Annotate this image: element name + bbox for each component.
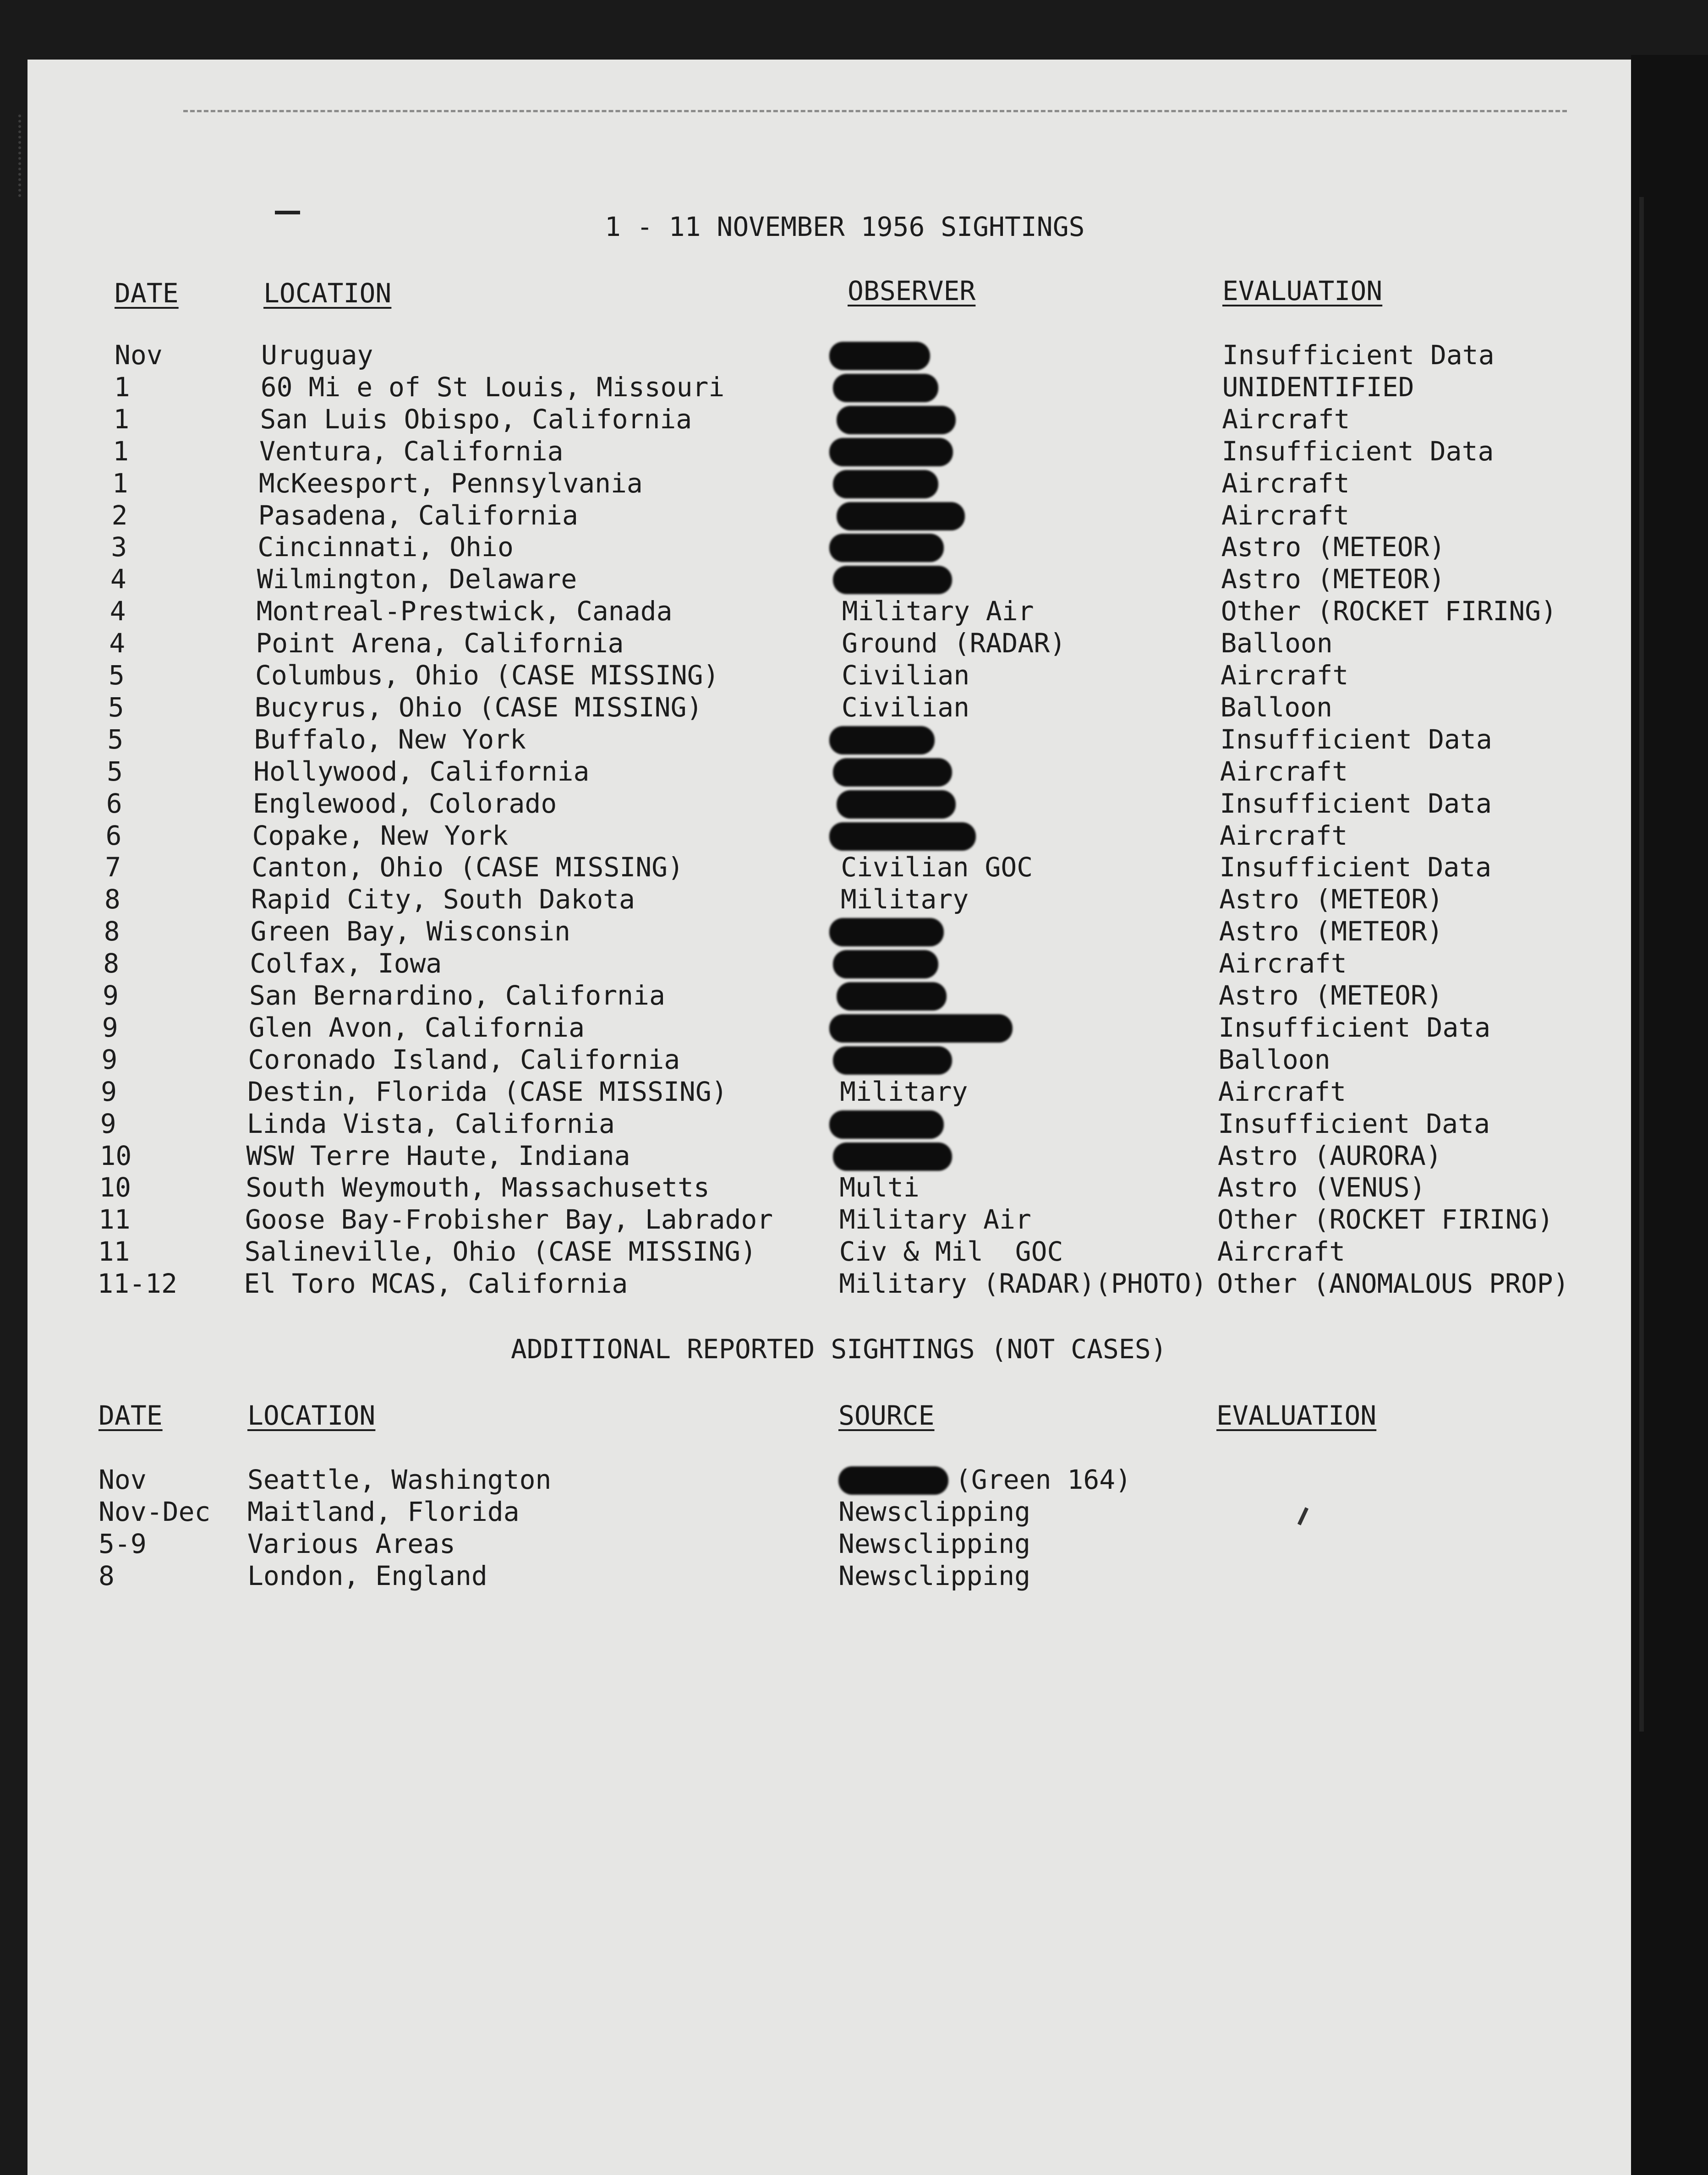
- additional-header-evaluation: EVALUATION: [1216, 1400, 1377, 1431]
- row-date: 1: [113, 435, 129, 467]
- row-location: Uruguay: [261, 339, 373, 371]
- redaction-block: [829, 726, 935, 754]
- row-date: 9: [102, 1011, 118, 1043]
- row-observer: Military Air: [842, 596, 1034, 627]
- row-location: Green Bay, Wisconsin: [250, 916, 570, 947]
- row-date: 3: [111, 531, 127, 563]
- row-location: Colfax, Iowa: [250, 948, 442, 979]
- row-date: 5: [107, 723, 124, 755]
- row-location: Pasadena, California: [258, 499, 578, 531]
- redaction-block: [838, 1466, 948, 1495]
- row-location: Ventura, California: [259, 435, 564, 467]
- row-evaluation: Insufficient Data: [1218, 1011, 1491, 1043]
- row-date: 11: [98, 1236, 130, 1268]
- row-location: South Weymouth, Massachusetts: [246, 1172, 710, 1203]
- redaction-block: [837, 790, 956, 819]
- row-observer: Multi: [839, 1172, 920, 1203]
- additional-row-location: Maitland, Florida: [247, 1496, 520, 1527]
- row-evaluation: Aircraft: [1222, 403, 1350, 435]
- row-date: 1: [114, 371, 130, 403]
- row-date: 1: [113, 403, 130, 435]
- additional-row-source: Newsclipping: [838, 1560, 1031, 1591]
- row-date: 2: [111, 499, 128, 531]
- row-evaluation: Aircraft: [1221, 467, 1350, 499]
- additional-row-source: Newsclipping: [838, 1496, 1031, 1527]
- additional-row-location: Various Areas: [247, 1528, 455, 1559]
- header-location: LOCATION: [263, 278, 392, 309]
- row-date: 8: [103, 948, 120, 979]
- row-date: 5: [107, 755, 123, 787]
- row-location: Destin, Florida (CASE MISSING): [247, 1076, 728, 1107]
- row-date: 6: [105, 820, 122, 851]
- redaction-block: [829, 534, 944, 562]
- row-date: 4: [109, 628, 126, 659]
- row-observer: Civ & Mil GOC: [839, 1236, 1063, 1268]
- row-date: Nov: [115, 339, 163, 371]
- row-location: San Bernardino, California: [249, 980, 665, 1011]
- row-location: San Luis Obispo, California: [260, 403, 692, 435]
- row-evaluation: Aircraft: [1221, 499, 1350, 531]
- row-date: 5: [108, 691, 124, 723]
- row-date: 11-12: [97, 1268, 177, 1300]
- row-evaluation: Insufficient Data: [1222, 339, 1494, 371]
- row-date: 8: [104, 884, 120, 915]
- redaction-block: [833, 374, 938, 402]
- row-evaluation: Balloon: [1220, 691, 1333, 723]
- row-observer: Civilian GOC: [841, 852, 1033, 883]
- redaction-block: [833, 758, 952, 787]
- additional-row-date: 8: [99, 1560, 115, 1591]
- row-date: 9: [103, 980, 119, 1011]
- row-location: Englewood, Colorado: [252, 787, 557, 819]
- row-evaluation: Insufficient Data: [1218, 1108, 1490, 1139]
- additional-header-source: SOURCE: [838, 1400, 935, 1431]
- row-evaluation: Other (ROCKET FIRING): [1217, 1204, 1554, 1235]
- redaction-block: [829, 1110, 944, 1139]
- additional-row-date: Nov-Dec: [99, 1496, 211, 1527]
- additional-row-date: Nov: [99, 1464, 147, 1495]
- row-evaluation: Balloon: [1221, 628, 1333, 659]
- redaction-block: [837, 502, 965, 530]
- redaction-block: [833, 1046, 952, 1075]
- row-observer: Military: [840, 1076, 968, 1107]
- page-edge-line: [1639, 197, 1644, 1732]
- row-evaluation: Astro (METEOR): [1221, 563, 1445, 595]
- row-evaluation: Insufficient Data: [1219, 852, 1492, 883]
- redaction-block: [829, 1014, 1013, 1043]
- redaction-block: [833, 1142, 952, 1171]
- row-date: 8: [104, 916, 120, 947]
- row-evaluation: Balloon: [1218, 1044, 1330, 1075]
- row-location: Columbus, Ohio (CASE MISSING): [255, 660, 719, 691]
- additional-row-location: London, England: [247, 1560, 487, 1591]
- row-date: 4: [109, 596, 126, 627]
- row-evaluation: Insufficient Data: [1221, 435, 1494, 467]
- row-evaluation: UNIDENTIFIED: [1222, 371, 1414, 403]
- additional-row-location: Seattle, Washington: [247, 1464, 552, 1495]
- redaction-block: [833, 566, 952, 594]
- row-evaluation: Astro (METEOR): [1219, 916, 1443, 947]
- row-date: 11: [98, 1204, 131, 1235]
- row-evaluation: Astro (METEOR): [1219, 884, 1444, 915]
- row-evaluation: Astro (METEOR): [1219, 980, 1443, 1011]
- row-evaluation: Aircraft: [1221, 660, 1349, 691]
- header-date: DATE: [115, 278, 179, 309]
- row-location: Cincinnati, Ohio: [257, 531, 514, 563]
- row-location: Coronado Island, California: [248, 1044, 680, 1075]
- row-date: 1: [112, 467, 128, 499]
- row-evaluation: Aircraft: [1218, 1076, 1347, 1107]
- row-observer: Military (RADAR)(PHOTO): [839, 1268, 1207, 1300]
- row-date: 9: [101, 1076, 117, 1107]
- additional-row-source: Newsclipping: [838, 1528, 1031, 1559]
- row-evaluation: Astro (VENUS): [1217, 1172, 1426, 1203]
- row-location: Rapid City, South Dakota: [251, 884, 635, 915]
- additional-title: ADDITIONAL REPORTED SIGHTINGS (NOT CASES): [511, 1333, 1167, 1365]
- row-observer: Civilian: [841, 691, 970, 723]
- row-date: 5: [109, 660, 125, 691]
- row-evaluation: Insufficient Data: [1220, 787, 1492, 819]
- additional-header-date: DATE: [99, 1400, 163, 1431]
- row-date: 4: [110, 563, 126, 595]
- row-date: 6: [106, 787, 122, 819]
- row-location: Hollywood, California: [253, 755, 590, 787]
- row-location: Montreal-Prestwick, Canada: [256, 596, 673, 627]
- row-location: WSW Terre Haute, Indiana: [246, 1140, 630, 1171]
- header-observer: OBSERVER: [848, 275, 976, 306]
- row-evaluation: Astro (METEOR): [1221, 531, 1445, 563]
- scan-artifact: [183, 110, 1567, 119]
- row-location: Bucyrus, Ohio (CASE MISSING): [254, 691, 703, 723]
- page-title: 1 - 11 NOVEMBER 1956 SIGHTINGS: [605, 211, 1085, 242]
- redaction-block: [829, 822, 976, 851]
- row-observer: Ground (RADAR): [842, 628, 1066, 659]
- redaction-block: [829, 342, 930, 370]
- row-evaluation: Other (ROCKET FIRING): [1221, 596, 1557, 627]
- row-location: Linda Vista, California: [246, 1108, 615, 1139]
- row-evaluation: Other (ANOMALOUS PROP): [1217, 1268, 1569, 1300]
- row-location: El Toro MCAS, California: [244, 1268, 628, 1300]
- redaction-block: [837, 406, 956, 434]
- row-location: Goose Bay-Frobisher Bay, Labrador: [245, 1204, 773, 1235]
- row-observer: Civilian: [842, 660, 970, 691]
- redaction-block: [837, 982, 947, 1011]
- row-evaluation: Aircraft: [1219, 948, 1347, 979]
- row-date: 9: [101, 1044, 118, 1075]
- row-evaluation: Aircraft: [1220, 755, 1348, 787]
- additional-row-source: (Green 164): [955, 1464, 1132, 1495]
- redaction-block: [833, 470, 938, 498]
- row-evaluation: Astro (AURORA): [1218, 1140, 1442, 1171]
- row-date: 10: [99, 1140, 132, 1171]
- row-location: Canton, Ohio (CASE MISSING): [252, 852, 684, 883]
- redaction-block: [829, 918, 944, 946]
- row-location: Wilmington, Delaware: [257, 563, 577, 595]
- row-location: Copake, New York: [252, 820, 509, 851]
- header-evaluation: EVALUATION: [1222, 275, 1383, 306]
- row-location: McKeesport, Pennsylvania: [258, 467, 643, 499]
- scan-artifact: [18, 115, 35, 197]
- row-observer: Military Air: [839, 1204, 1031, 1235]
- row-date: 7: [105, 852, 121, 883]
- row-location: Point Arena, California: [256, 628, 624, 659]
- additional-header-location: LOCATION: [247, 1400, 376, 1431]
- row-observer: Military: [840, 884, 969, 915]
- row-date: 9: [100, 1108, 116, 1139]
- row-location: Salineville, Ohio (CASE MISSING): [244, 1236, 756, 1268]
- stray-mark: [275, 211, 300, 214]
- redaction-block: [829, 438, 953, 466]
- row-evaluation: Aircraft: [1220, 820, 1348, 851]
- row-location: Glen Avon, California: [248, 1011, 585, 1043]
- additional-row-date: 5-9: [99, 1528, 147, 1559]
- row-location: Buffalo, New York: [254, 723, 526, 755]
- row-evaluation: Insufficient Data: [1220, 723, 1492, 755]
- redaction-block: [833, 950, 938, 978]
- row-evaluation: Aircraft: [1217, 1236, 1346, 1268]
- row-date: 10: [99, 1172, 131, 1203]
- row-location: 60 Mi e of St Louis, Missouri: [260, 371, 725, 403]
